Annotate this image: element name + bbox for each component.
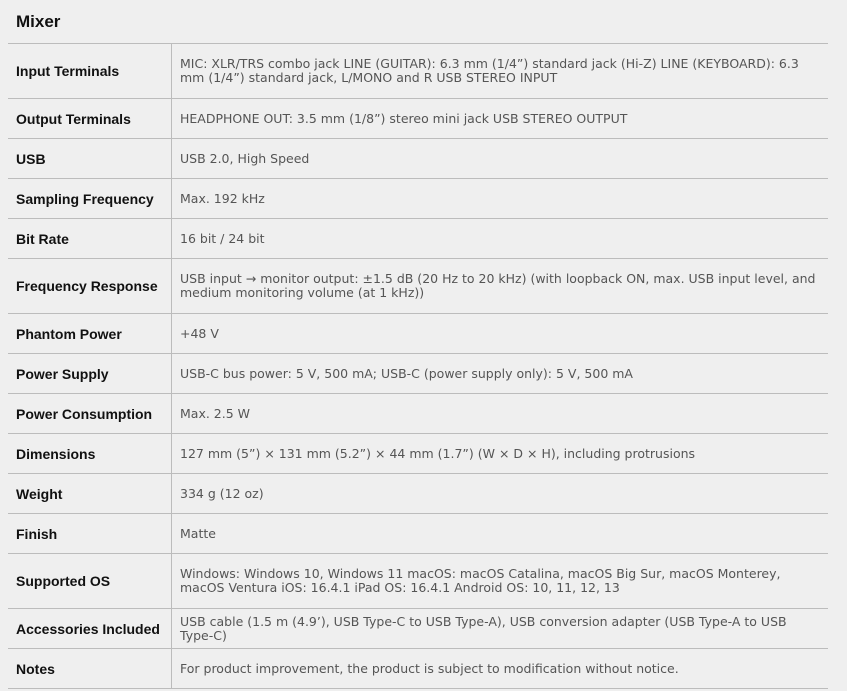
spec-value: Matte bbox=[180, 525, 216, 541]
spec-label: Input Terminals bbox=[8, 44, 172, 98]
spec-label: Finish bbox=[8, 514, 172, 553]
spec-row-weight bbox=[8, 474, 828, 514]
spec-row-bit-rate bbox=[8, 219, 828, 259]
spec-label: Weight bbox=[8, 474, 172, 513]
spec-value: 16 bit / 24 bit bbox=[180, 230, 265, 246]
spec-value: +48 V bbox=[180, 325, 219, 341]
spec-row-dimensions bbox=[8, 434, 828, 474]
spec-label: Frequency Response bbox=[8, 259, 172, 313]
spec-row-output-terminals bbox=[8, 99, 828, 139]
spec-value: Windows: Windows 10, Windows 11 macOS: macOS Catalina, macOS Big Sur, macOS Monterey, macOS Ventura iOS: 16.4.1 iPad OS: 16.4.1 Android OS: 10, 11, 12, 13 bbox=[180, 566, 781, 595]
spec-row-supported-os bbox=[8, 554, 828, 609]
spec-label: Supported OS bbox=[8, 554, 172, 608]
spec-row-phantom-power bbox=[8, 314, 828, 354]
spec-value: Max. 2.5 W bbox=[180, 405, 251, 421]
spec-row-frequency-response bbox=[8, 259, 828, 314]
spec-value: 127 mm (5”) × 131 mm (5.2”) × 44 mm (1.7”) (W × D × H), including protrusions bbox=[180, 445, 696, 461]
spec-value: USB 2.0, High Speed bbox=[180, 150, 310, 166]
spec-value: MIC: XLR/TRS combo jack LINE (GUITAR): 6.3 mm (1/4”) standard jack (Hi-Z) LINE (KEYBOARD): 6.3 mm (1/4”) standard jack, L/MONO and R USB STEREO INPUT bbox=[180, 56, 799, 85]
spec-row-notes bbox=[8, 649, 828, 689]
spec-label: Sampling Frequency bbox=[8, 179, 172, 218]
spec-row-accessories-included bbox=[8, 609, 828, 649]
spec-row-power-supply bbox=[8, 354, 828, 394]
spec-row-usb bbox=[8, 139, 828, 179]
spec-row-finish bbox=[8, 514, 828, 554]
spec-label: Dimensions bbox=[8, 434, 172, 473]
spec-row-power-consumption bbox=[8, 394, 828, 434]
spec-value: USB-C bus power: 5 V, 500 mA; USB-C (power supply only): 5 V, 500 mA bbox=[180, 365, 633, 381]
spec-table bbox=[8, 43, 828, 689]
spec-label: USB bbox=[8, 139, 172, 178]
spec-value: 334 g (12 oz) bbox=[180, 485, 264, 501]
spec-label: Notes bbox=[8, 649, 172, 688]
spec-value: USB cable (1.5 m (4.9’), USB Type-C to USB Type-A), USB conversion adapter (USB Type-A to USB Type-C) bbox=[180, 613, 787, 643]
spec-value: HEADPHONE OUT: 3.5 mm (1/8”) stereo mini jack USB STEREO OUTPUT bbox=[180, 110, 628, 126]
spec-label: Bit Rate bbox=[8, 219, 172, 258]
spec-value: Max. 192 kHz bbox=[180, 190, 265, 206]
spec-label: Accessories Included bbox=[8, 609, 172, 648]
section-title: Mixer bbox=[16, 12, 61, 31]
spec-label: Power Consumption bbox=[8, 394, 172, 433]
spec-label: Power Supply bbox=[8, 354, 172, 393]
spec-label: Phantom Power bbox=[8, 314, 172, 353]
spec-row-sampling-frequency bbox=[8, 179, 828, 219]
spec-row-input-terminals bbox=[8, 44, 828, 99]
spec-value: For product improvement, the product is subject to modification without notice. bbox=[180, 660, 679, 676]
spec-value: USB input → monitor output: ±1.5 dB (20 Hz to 20 kHz) (with loopback ON, max. USB input level, and medium monitoring volume (at 1 kHz)) bbox=[180, 271, 816, 300]
spec-label: Output Terminals bbox=[8, 99, 172, 138]
